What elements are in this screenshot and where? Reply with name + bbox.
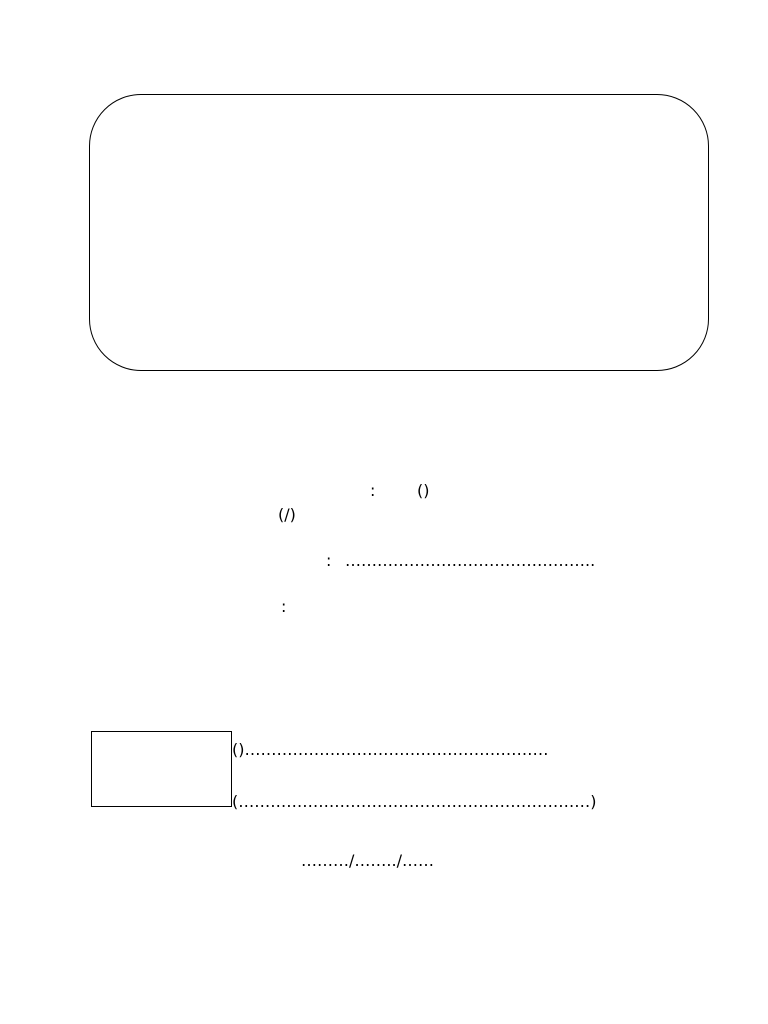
field2-value: ……………………………………….. bbox=[345, 551, 596, 570]
signature-name-close: ) bbox=[238, 740, 245, 759]
signature-name-open: ( bbox=[232, 740, 239, 759]
date-line bbox=[301, 851, 434, 870]
field1-colon: : bbox=[370, 481, 376, 500]
date-value: ………/……../…… bbox=[301, 851, 434, 870]
field3-colon: : bbox=[281, 597, 287, 616]
signature-line bbox=[232, 740, 549, 759]
title-box bbox=[89, 94, 709, 371]
stamp-box bbox=[91, 731, 232, 807]
field1-value-open: ( bbox=[417, 481, 424, 500]
field1-value-close: ) bbox=[423, 481, 430, 500]
field2-colon: : bbox=[326, 551, 332, 570]
signature-dots: ………………………………………………… bbox=[244, 740, 549, 759]
field1-value bbox=[417, 481, 430, 500]
field1-note: (/) bbox=[278, 505, 296, 524]
printed-name-line: (…………………………………………………………) bbox=[232, 792, 597, 811]
